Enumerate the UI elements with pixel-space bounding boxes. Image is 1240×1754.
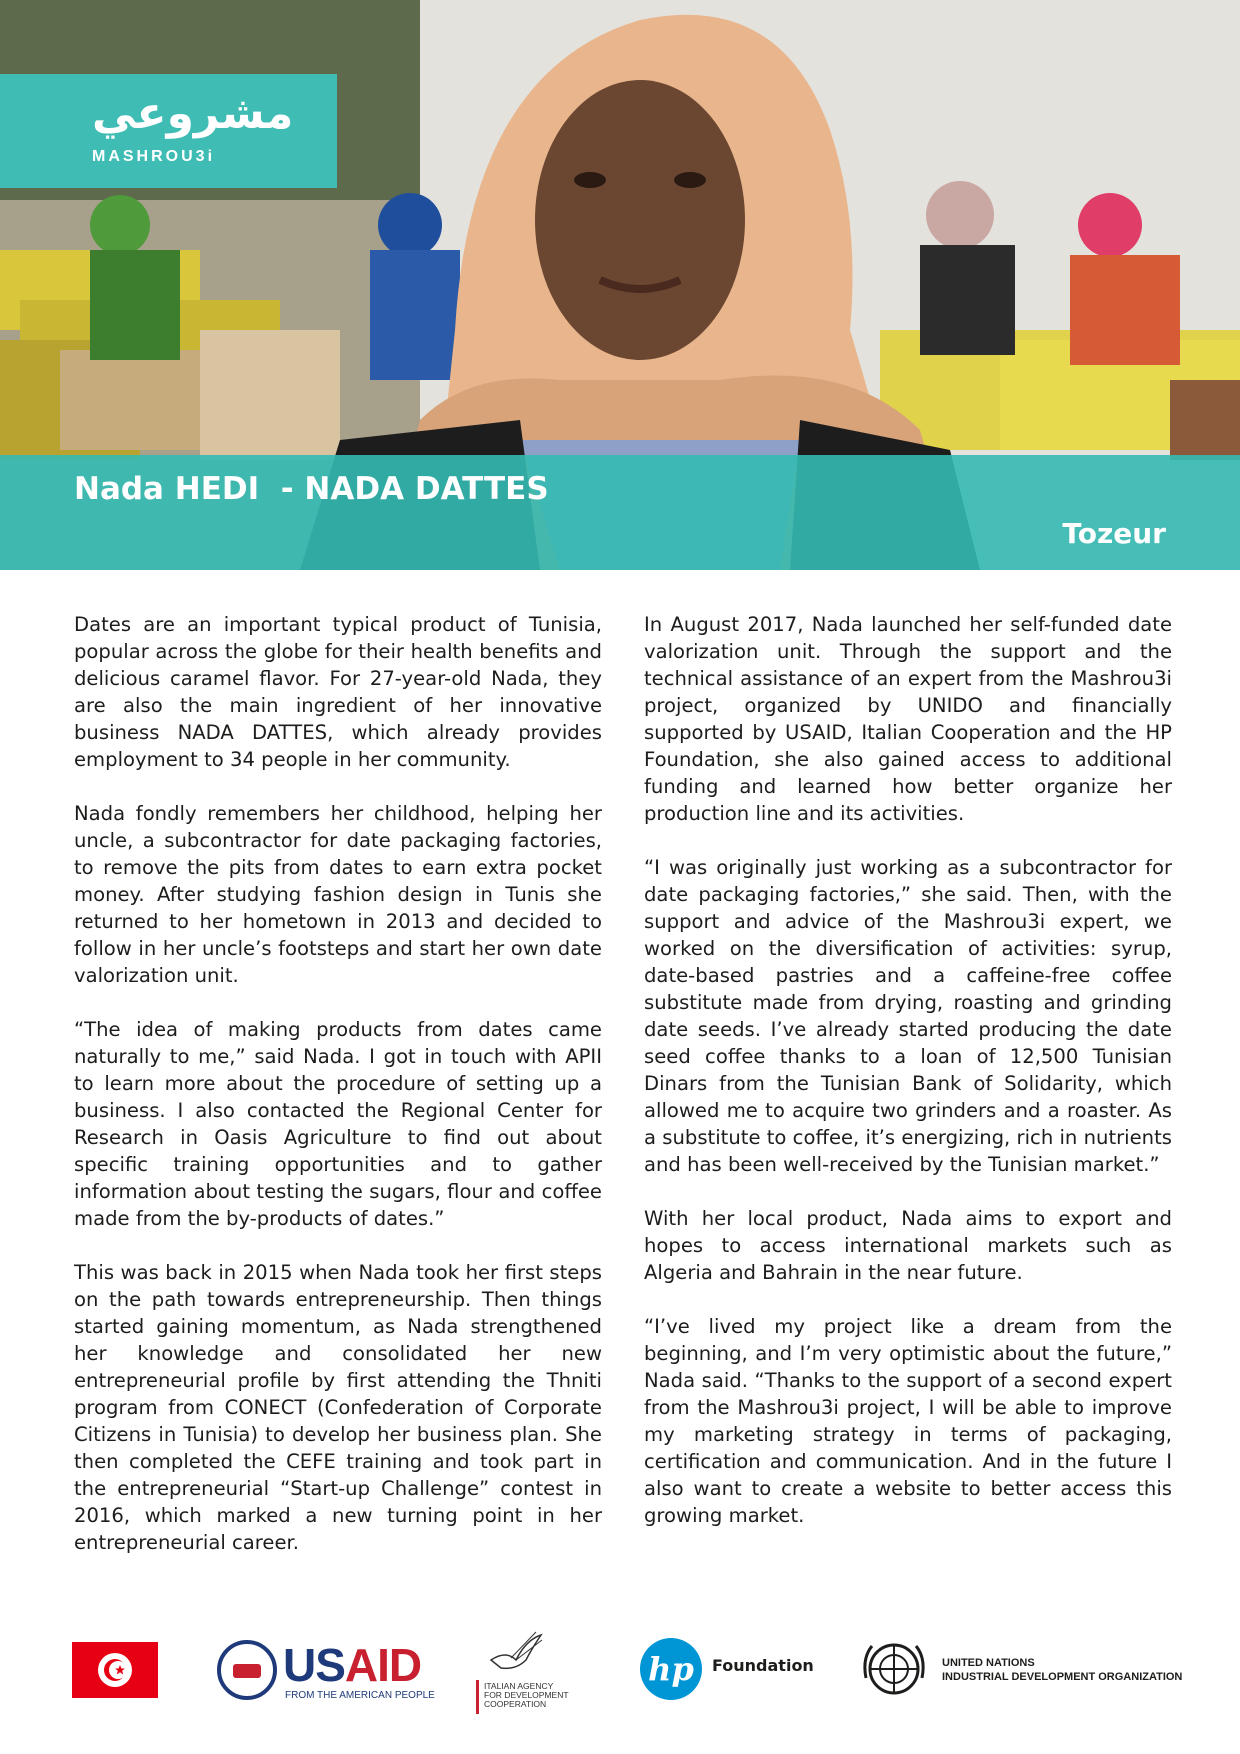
aics-logo [476, 1630, 586, 1720]
unido-text: UNITED NATIONS INDUSTRIAL DEVELOPMENT ORGANIZATION [942, 1657, 1183, 1683]
logo-latin-text: MASHROU3i [92, 148, 216, 165]
page-title: Nada HEDI - NADA DATTES [74, 471, 549, 507]
hp-icon: hp [640, 1638, 702, 1700]
unido-logo [860, 1638, 1190, 1708]
usaid-seal-icon [217, 1640, 277, 1700]
aics-red-bar [476, 1680, 479, 1714]
paragraph: Nada fondly remembers her childhood, helping her uncle, a subcontractor for date packaging factories, to remove the pits from dates to earn extra pocket money. After studying fashion design in Tunis she returned to her hometown in 2013 and decided to follow in her uncle’s footsteps and start her own date valorization unit. [74, 802, 602, 987]
usaid-tagline: FROM THE AMERICAN PEOPLE [285, 1690, 435, 1701]
usaid-logo [217, 1630, 435, 1710]
text-column-right [644, 611, 1172, 1556]
logo-arabic-text: مشروعي [92, 88, 294, 139]
un-emblem-icon [860, 1638, 928, 1700]
partner-logos [0, 1630, 1240, 1740]
location-label: Tozeur [1062, 517, 1166, 550]
paragraph: “I was originally just working as a subcontractor for date packaging factories,” she said. Then, with the support and advice of the Mashrou3i expert, we worked on the diversification of activities: syrup, date-based pastries and a caffeine-free coffee substitute made from drying, roasting and grinding date seeds. I’ve already started producing the date seed coffee thanks to a loan of 12,500 Tunisian Dinars from the Tunisian Bank of Solidarity, which allowed me to acquire two grinders and a roaster. As a substitute to coffee, it’s energizing, rich in nutrients and has been well-received by the Tunisian market.” [644, 856, 1172, 1176]
flag-circle [98, 1653, 132, 1687]
paragraph: With her local product, Nada aims to export and hopes to access international markets such as Algeria and Bahrain in the near future. [644, 1207, 1172, 1284]
hp-foundation-text: Foundation [712, 1656, 814, 1675]
paragraph: Dates are an important typical product of Tunisia, popular across the globe for their health benefits and delicious caramel flavor. For 27-year-old Nada, they are also the main ingredient of her innovative business NADA DATTES, which already provides employment to 34 people in her community. [74, 613, 602, 771]
aics-text: ITALIAN AGENCY FOR DEVELOPMENT COOPERATION [484, 1681, 569, 1709]
tunisia-flag [72, 1642, 158, 1698]
hp-foundation-logo [640, 1638, 820, 1708]
dove-icon [486, 1630, 546, 1676]
text-column-left [74, 611, 602, 1583]
title-band [0, 455, 1240, 570]
crescent-star-icon [98, 1653, 132, 1687]
paragraph: “I’ve lived my project like a dream from the beginning, and I’m very optimistic about the future,” Nada said. “Thanks to the support of a second expert from the Mashrou3i project, I will be able to improve my marketing strategy in terms of packaging, certification and communication. And in the future I also want to create a website to better access this growing market. [644, 1315, 1172, 1527]
paragraph: This was back in 2015 when Nada took her first steps on the path towards entrepreneurship. Then things started gaining momentum, as Nada strengthened her knowledge and consolidated her new entrepreneurial profile by first attending the Thniti program from CONECT (Confederation of Corporate Citizens in Tunisia) to develop her business plan. She then completed the CEFE training and took part in the entrepreneurial “Start-up Challenge” contest in 2016, which marked a new turning point in her entrepreneurial career. [74, 1261, 602, 1554]
paragraph: In August 2017, Nada launched her self-funded date valorization unit. Through the support and the technical assistance of an expert from the Mashrou3i project, organized by UNIDO and financially supported by USAID, Italian Cooperation and the HP Foundation, she also gained access to additional funding and learned how better organize her production line and its activities. [644, 613, 1172, 825]
mashrou3i-logo [0, 74, 337, 188]
usaid-wordmark: USAID [283, 1639, 422, 1691]
paragraph: “The idea of making products from dates came naturally to me,” said Nada. I got in touch with APII to learn more about the procedure of setting up a business. I also contacted the Regional Center for Research in Oasis Agriculture to find out about specific training opportunities and to gather information about testing the sugars, flour and coffee made from the by-products of dates.” [74, 1018, 602, 1230]
